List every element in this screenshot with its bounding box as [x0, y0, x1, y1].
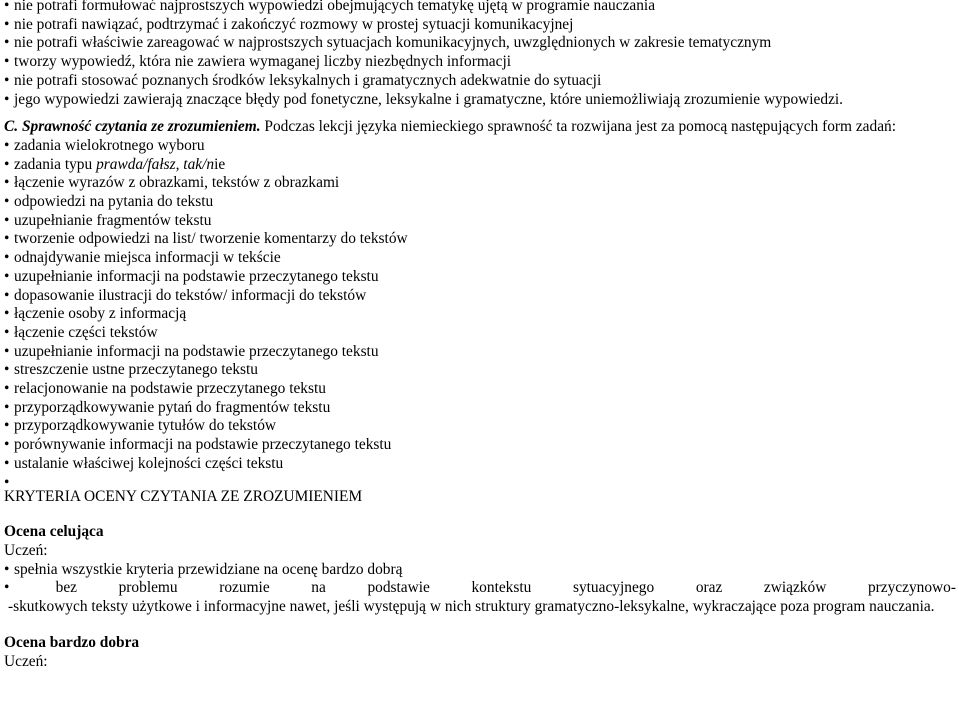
bullet: • — [4, 436, 10, 454]
list-item: • streszczenie ustne przeczytanego tekstu — [4, 361, 258, 379]
bullet: • — [4, 211, 10, 229]
bullet: • — [4, 579, 10, 597]
list-item: • nie potrafi nawiązać, podtrzymać i zakończyć rozmowy w prostej sytuacji komunikacyjnej — [4, 15, 574, 33]
bullet: • — [4, 193, 10, 211]
grade-heading-celujaca: Ocena celująca — [4, 523, 104, 541]
celujaca-list — [4, 561, 956, 580]
list-item: • łączenie osoby z informacją — [4, 305, 187, 323]
list-item: • ustalanie właściwej kolejności części tekstu — [4, 454, 284, 472]
bullet: • — [4, 230, 10, 248]
bullet: • — [4, 454, 10, 472]
list-item: • uzupełnianie informacji na podstawie przeczytanego tekstu — [4, 267, 379, 285]
bullet: • — [4, 267, 10, 285]
bullet: • — [4, 342, 10, 360]
bullet: • — [4, 249, 10, 267]
list-item: • łączenie wyrazów z obrazkami, tekstów z obrazkami — [4, 174, 340, 192]
list-item: • nie potrafi formułować najprostszych wypowiedzi obejmujących tematykę ujętą w programie nauczania — [4, 0, 956, 16]
list-item: • uzupełnianie fragmentów tekstu — [4, 211, 212, 229]
list-item: • porównywanie informacji na podstawie przeczytanego tekstu — [4, 436, 392, 454]
bullet: • — [4, 15, 10, 33]
criteria-title: KRYTERIA OCENY CZYTANIA ZE ZROZUMIENIEM — [4, 487, 363, 505]
justified-paragraph: -skutkowych teksty użytkowe i informacyjne nawet, jeśli występują w nich struktury gramatyczno-leksykalne, wykraczające poza program nauczania. — [8, 598, 935, 616]
document-page — [4, 0, 956, 671]
list-item: • przyporządkowywanie tytułów do tekstów — [4, 417, 277, 435]
list-item: • uzupełnianie informacji na podstawie przeczytanego tekstu — [4, 342, 379, 360]
bullet: • — [4, 34, 10, 52]
list-item: • przyporządkowywanie pytań do fragmentów tekstu — [4, 398, 331, 416]
student-label: Uczeń: — [4, 652, 48, 670]
list-item: • nie potrafi właściwie zareagować w najprostszych sytuacjach komunikacyjnych, uwzględnionych w zakresie tematycznym — [4, 34, 772, 52]
bullet: • — [4, 90, 10, 108]
bullet: • — [4, 155, 10, 173]
bullet: • — [4, 286, 10, 304]
student-label: Uczeń: — [4, 541, 48, 559]
list-item: • zadania typu prawda/fałsz, tak/nie — [4, 155, 226, 173]
bullet: • — [4, 560, 10, 578]
list-item: • nie potrafi stosować poznanych środków leksykalnych i gramatycznych adekwatnie do sytuacji — [4, 71, 602, 89]
list-item: • tworzy wypowiedź, która nie zawiera wymaganej liczby niezbędnych informacji — [4, 53, 512, 71]
bullet: • — [4, 174, 10, 192]
bullet: • — [4, 305, 10, 323]
section-c-intro: Podczas lekcji języka niemieckiego sprawność ta rozwijana jest za pomocą następujących form zadań: — [260, 118, 897, 136]
list-item: • jego wypowiedzi zawierają znaczące błędy pod fonetyczne, leksykalne i gramatyczne, które uniemożliwiają zrozumienie wypowiedzi. — [4, 90, 844, 108]
task-list — [4, 136, 956, 491]
bullet: • — [4, 0, 10, 14]
bullet: • — [4, 380, 10, 398]
list-item: • dopasowanie ilustracji do tekstów/ informacji do tekstów — [4, 286, 367, 304]
section-c-heading: C. Sprawność czytania ze zrozumieniem. — [4, 118, 261, 136]
list-item: • łączenie części tekstów — [4, 323, 158, 341]
bullet: • — [4, 361, 10, 379]
list-item: • odpowiedzi na pytania do tekstu — [4, 193, 214, 211]
list-item: • relacjonowanie na podstawie przeczytanego tekstu — [4, 380, 326, 398]
requirements-list — [4, 0, 956, 109]
bullet: • — [4, 473, 10, 491]
justified-bullet-line: • bez problemu rozumie na podstawie kontekstu sytuacyjnego oraz związków przyczynowo- — [4, 579, 956, 597]
list-item: • zadania wielokrotnego wyboru — [4, 136, 205, 154]
bullet: • — [4, 71, 10, 89]
bullet: • — [4, 398, 10, 416]
list-item: • tworzenie odpowiedzi na list/ tworzenie komentarzy do tekstów — [4, 230, 408, 248]
bullet: • — [4, 417, 10, 435]
grade-heading-bardzo-dobra: Ocena bardzo dobra — [4, 633, 140, 651]
list-item: • spełnia wszystkie kryteria przewidziane na ocenę bardzo dobrą — [4, 560, 403, 578]
bullet: • — [4, 53, 10, 71]
bullet: • — [4, 323, 10, 341]
section-c-paragraph — [4, 118, 956, 137]
bullet: • — [4, 136, 10, 154]
list-item: • odnajdywanie miejsca informacji w tekście — [4, 249, 281, 267]
